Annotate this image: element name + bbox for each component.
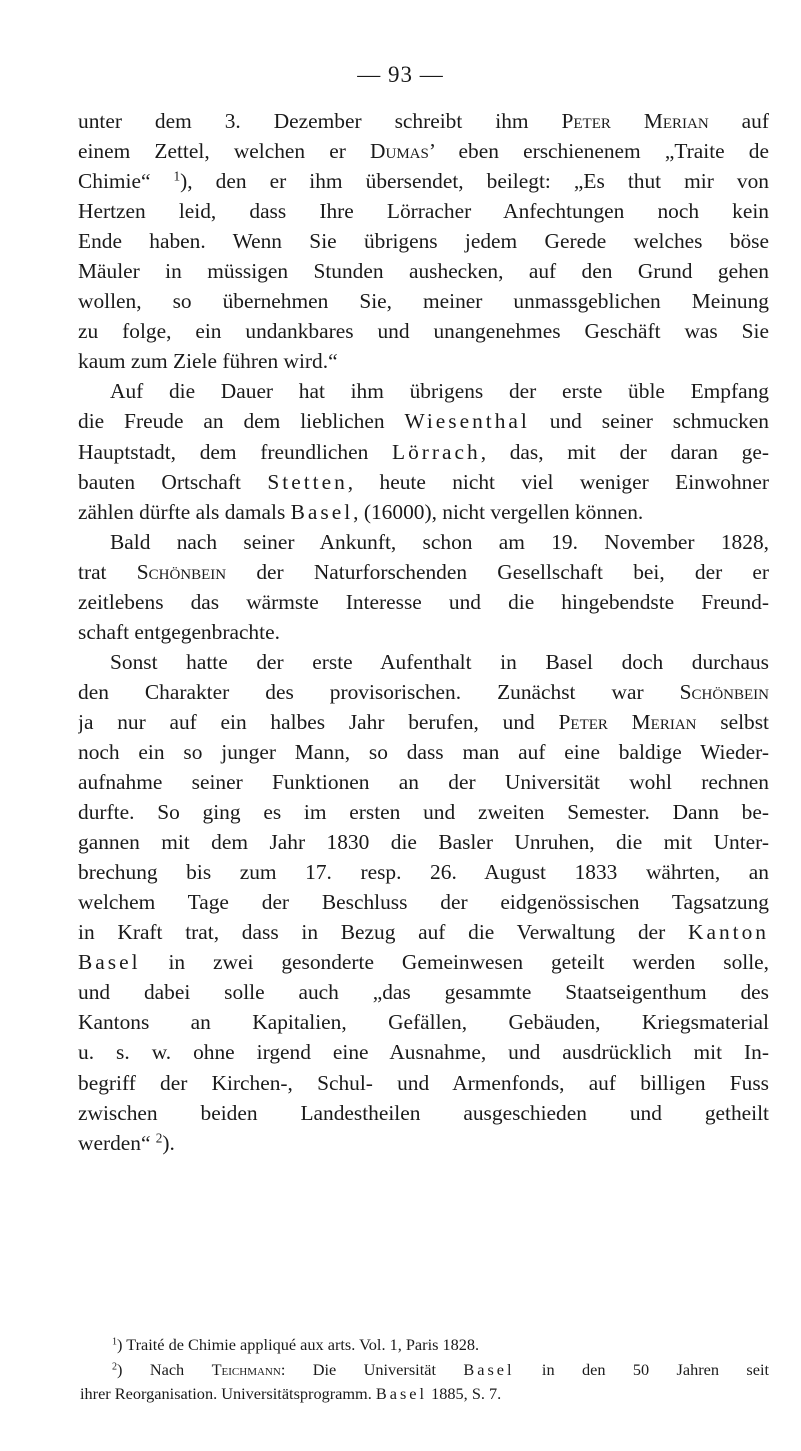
text-run: , heute nicht viel weniger Einwohner bbox=[347, 469, 769, 494]
text-run: zählen dürfte als damals bbox=[78, 499, 291, 524]
text-run: in zwei gesonderte Gemeinwesen geteilt werden solle, bbox=[140, 950, 769, 975]
footnotes bbox=[80, 1333, 769, 1407]
text-run: die Freude an dem lieblichen bbox=[78, 409, 405, 434]
place-name-basel: Basel bbox=[290, 499, 354, 524]
text-line: Hertzen leid, dass Ihre Lörracher Anfechtungen noch kein bbox=[78, 199, 769, 224]
text-run: bauten Ortschaft bbox=[78, 469, 268, 494]
footnote-2-continued bbox=[80, 1382, 769, 1407]
footnote-2 bbox=[80, 1358, 769, 1383]
place-name-loerrach: Lörrach bbox=[392, 439, 481, 464]
text-line bbox=[78, 947, 769, 977]
text-line: Ende haben. Wenn Sie übrigens jedem Gerede welches böse bbox=[78, 229, 769, 254]
text-line bbox=[78, 1128, 769, 1158]
place-name-basel: Basel bbox=[78, 950, 141, 975]
footnote-text: : Die Universität bbox=[280, 1359, 464, 1379]
text-line: Kantons an Kapitalien, Gefällen, Gebäuden, Kriegsmaterial bbox=[78, 1010, 769, 1035]
place-name-basel: Basel bbox=[375, 1384, 428, 1403]
place-name-basel: Basel bbox=[463, 1359, 515, 1379]
footnote-text: ihrer Reorganisation. Universitätsprogramm. bbox=[80, 1384, 376, 1403]
person-name-peter-merian: Peter Merian bbox=[558, 709, 697, 734]
text-line: schaft entgegenbrachte. bbox=[78, 619, 280, 644]
text-line bbox=[78, 557, 769, 587]
place-name-wiesenthal: Wiesenthal bbox=[404, 409, 530, 434]
text-run: ), den er ihm übersendet, beilegt: „Es thut mir von bbox=[180, 169, 769, 194]
text-run: der Naturforschenden Gesellschaft bei, der er bbox=[226, 559, 769, 584]
person-name-schoenbein: Schönbein bbox=[679, 679, 769, 704]
text-line: Sonst hatte der erste Aufenthalt in Basel doch durchaus bbox=[110, 649, 769, 674]
text-run: Chimie“ bbox=[78, 169, 174, 194]
text-run: Hauptstadt, dem freundlichen bbox=[78, 439, 392, 464]
place-name-stetten: Stetten bbox=[267, 469, 348, 494]
person-name-schoenbein: Schönbein bbox=[136, 559, 227, 584]
text-line bbox=[78, 106, 769, 136]
text-line: zu folge, ein undankbares und unangenehmes Geschäft was Sie bbox=[78, 319, 769, 344]
text-run: unter dem 3. Dezember schreibt ihm bbox=[78, 109, 562, 133]
body-text bbox=[78, 106, 769, 1158]
text-line: begriff der Kirchen-, Schul- und Armenfonds, auf billigen Fuss bbox=[78, 1070, 769, 1095]
footnote-marker: 2 bbox=[112, 1360, 118, 1372]
text-line: aufnahme seiner Funktionen an der Universität wohl rechnen bbox=[78, 770, 769, 795]
text-line: Bald nach seiner Ankunft, schon am 19. November 1828, bbox=[110, 529, 769, 554]
page-number: — 93 — bbox=[357, 62, 444, 87]
footnote-marker: 1 bbox=[112, 1336, 118, 1348]
footnote-text: ) Nach bbox=[117, 1359, 212, 1379]
text-run: trat bbox=[78, 559, 137, 584]
text-line: gannen mit dem Jahr 1830 die Basler Unruhen, die mit Unter- bbox=[78, 830, 769, 855]
text-line bbox=[78, 467, 769, 497]
text-run: , (16000), nicht vergellen können. bbox=[353, 499, 644, 524]
text-line: u. s. w. ohne irgend eine Ausnahme, und ausdrücklich mit In- bbox=[78, 1040, 769, 1065]
text-line bbox=[78, 497, 769, 527]
footnote-text: in den 50 Jahren seit bbox=[514, 1359, 769, 1379]
text-run: ). bbox=[162, 1130, 175, 1155]
text-line bbox=[78, 136, 769, 166]
text-run: auf bbox=[708, 109, 769, 133]
text-line: und dabei solle auch „das gesammte Staatseigenthum des bbox=[78, 980, 769, 1005]
text-run: werden“ bbox=[78, 1130, 156, 1155]
person-name-teichmann: Teichmann bbox=[211, 1359, 281, 1379]
footnote-text: ) Traité de Chimie appliqué aux arts. Vol. 1, Paris 1828. bbox=[117, 1335, 480, 1354]
text-run: und seiner schmucken bbox=[529, 409, 769, 434]
text-run: , das, mit der daran ge- bbox=[480, 439, 769, 464]
text-line: welchem Tage der Beschluss der eidgenössischen Tagsatzung bbox=[78, 890, 769, 915]
text-run: ’ eben erschienenem „Traite de bbox=[428, 139, 769, 164]
text-line bbox=[78, 166, 769, 196]
text-line: kaum zum Ziele führen wird.“ bbox=[78, 349, 338, 374]
text-line: zwischen beiden Landestheilen ausgeschieden und getheilt bbox=[78, 1100, 769, 1125]
footnote-ref-2: 2 bbox=[155, 1130, 163, 1146]
text-line: zeitlebens das wärmste Interesse und die hingebendste Freund- bbox=[78, 589, 769, 614]
text-run: in Kraft trat, dass in Bezug auf die Verwaltung der bbox=[78, 920, 689, 945]
text-line: brechung bis zum 17. resp. 26. August 1833 währten, an bbox=[78, 860, 769, 885]
text-run: den Charakter des provisorischen. Zunächst war bbox=[78, 679, 680, 704]
text-line bbox=[78, 707, 769, 737]
text-line: Auf die Dauer hat ihm übrigens der erste üble Empfang bbox=[110, 379, 769, 404]
footnote-1 bbox=[80, 1333, 769, 1358]
text-run: selbst bbox=[696, 709, 769, 734]
text-line bbox=[78, 437, 769, 467]
text-line bbox=[78, 917, 769, 947]
text-line: Mäuler in müssigen Stunden aushecken, auf den Grund gehen bbox=[78, 259, 769, 284]
text-run: ja nur auf ein halbes Jahr berufen, und bbox=[78, 709, 559, 734]
footnote-ref-1: 1 bbox=[173, 168, 181, 184]
text-line: durfte. So ging es im ersten und zweiten Semester. Dann be- bbox=[78, 800, 769, 825]
text-run: einem Zettel, welchen er bbox=[78, 139, 371, 164]
footnote-text: 1885, S. 7. bbox=[427, 1384, 502, 1403]
text-line: noch ein so junger Mann, so dass man auf eine baldige Wieder- bbox=[78, 739, 769, 764]
text-line: wollen, so übernehmen Sie, meiner unmassgeblichen Meinung bbox=[78, 289, 769, 314]
person-name-peter-merian: Peter Merian bbox=[561, 109, 709, 133]
person-name-dumas: Dumas bbox=[370, 139, 429, 164]
text-line bbox=[78, 677, 769, 707]
text-line bbox=[78, 406, 769, 436]
place-name-kanton: Kanton bbox=[688, 920, 769, 945]
